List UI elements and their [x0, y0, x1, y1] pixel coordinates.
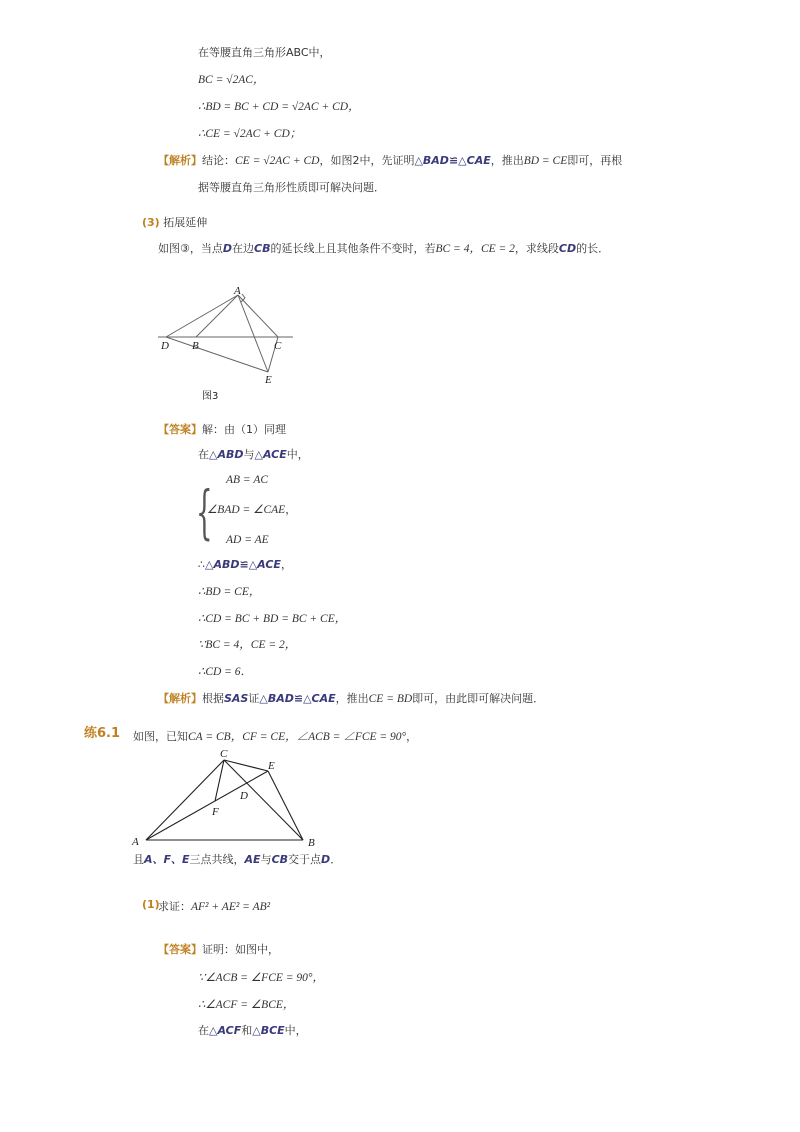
analysis-line: [158, 691, 544, 707]
text: 证: [248, 692, 260, 705]
text-line: [198, 45, 331, 61]
part-title: 拓展延伸: [163, 216, 208, 229]
text: 如图③，当点: [158, 242, 223, 255]
math: AF² + AE² = AB²: [191, 901, 271, 913]
segment-ca: [238, 295, 278, 337]
math-highlight: △BAD≌△CAE: [259, 692, 336, 705]
text: 在: [198, 448, 209, 461]
segment-ae: [146, 771, 268, 840]
segment-eb: [268, 771, 303, 840]
math-highlight: △ACE: [254, 448, 287, 461]
text: 即可，再根: [567, 154, 623, 167]
label-f: F: [212, 806, 219, 818]
math-highlight: △ABD≌△ACE: [205, 558, 281, 571]
math-line: ∴BD = BC + CD = √2AC + CD，: [198, 101, 360, 113]
answer-line: [198, 447, 309, 463]
text: 即可，由此即可解决问题．: [412, 692, 545, 705]
segment-ce: [224, 760, 268, 771]
segment-ae: [238, 295, 268, 372]
text: 交于点: [288, 853, 322, 866]
text: ．: [330, 853, 342, 866]
text-line-content: 在等腰直角三角形ABC中，: [198, 46, 331, 59]
label-d: D: [240, 790, 248, 802]
text: 且: [133, 853, 144, 866]
math: BD = CE: [523, 155, 568, 167]
math-highlight: △BCE: [252, 1024, 285, 1037]
text: 中，: [286, 448, 309, 461]
system-line: AB = AC: [226, 474, 269, 486]
text: 在: [198, 1024, 209, 1037]
math: CE = BD: [368, 693, 413, 705]
answer-line: ∵∠ACB = ∠FCE = 90°，: [198, 972, 324, 984]
system-brace: {: [196, 478, 213, 546]
math-highlight: CD: [558, 242, 577, 255]
part-number: (1): [142, 898, 160, 911]
exercise-number: 练6.1: [84, 726, 121, 741]
segment-cf: [215, 760, 224, 801]
math-highlight: D: [321, 853, 331, 866]
text: ，: [406, 730, 418, 743]
math-highlight: D: [222, 242, 233, 255]
system-line: AD = AE: [226, 534, 269, 546]
math-highlight: A、F、E: [144, 853, 190, 866]
answer-tag: 【答案】: [158, 423, 202, 436]
text: 的长．: [576, 242, 610, 255]
label-e: E: [268, 760, 275, 772]
math-line: BC = √2AC，: [198, 74, 265, 86]
math-highlight: △ACF: [209, 1024, 242, 1037]
answer-line: ∴CD = BC + BD = BC + CE，: [198, 613, 347, 625]
text: 结论：: [202, 154, 235, 167]
math-highlight: CB: [254, 242, 271, 255]
text: ∴: [198, 558, 205, 571]
text: ，推出: [335, 692, 369, 705]
segment-ac: [146, 760, 224, 840]
math-highlight: △ABD: [209, 448, 244, 461]
text: 证明：如图中，: [202, 943, 279, 956]
text: 和: [241, 1024, 253, 1037]
exercise-question: [133, 729, 417, 745]
segment-de: [166, 337, 268, 372]
math: ∠BAD = ∠CAE: [207, 504, 286, 516]
text: ，求线段: [514, 242, 559, 255]
label-c: C: [220, 748, 228, 760]
text: 求证：: [158, 900, 191, 913]
figure-exercise: [128, 745, 328, 853]
answer-line: ∴CD = 6．: [198, 666, 253, 678]
math-highlight: SAS: [224, 692, 249, 705]
answer-line: ∴∠ACF = ∠BCE，: [198, 999, 295, 1011]
question-line: [158, 241, 609, 257]
text: 在边: [232, 242, 255, 255]
text: 的延长线上且其他条件不变时，若: [270, 242, 436, 255]
analysis-line: [158, 153, 622, 169]
answer-line: ∵BC = 4，CE = 2，: [198, 639, 297, 651]
text: 如图，已知: [133, 730, 188, 743]
system-line: [207, 502, 296, 518]
answer-line: [158, 422, 286, 438]
text: 中，: [284, 1024, 307, 1037]
answer-line: ∴BD = CE，: [198, 586, 261, 598]
label-a: A: [234, 285, 241, 297]
answer-line: [198, 1023, 307, 1039]
math: BC = 4，CE = 2: [435, 243, 515, 255]
text: ，: [285, 503, 297, 516]
math-highlight: △BAD≌△CAE: [414, 154, 491, 167]
label-b: B: [308, 837, 315, 849]
label-c: C: [274, 340, 282, 352]
math: CA = CB，CF = CE，∠ACB = ∠FCE = 90°: [188, 731, 407, 743]
analysis-line: 据等腰直角三角形性质即可解决问题．: [198, 181, 385, 194]
answer-line: [158, 942, 279, 958]
math-highlight: AE: [244, 853, 261, 866]
text: 三点共线，: [189, 853, 245, 866]
label-a: A: [132, 836, 139, 848]
label-b: B: [192, 340, 199, 352]
text: ，: [280, 558, 292, 571]
answer-line: [198, 557, 292, 573]
question-line: [158, 899, 270, 915]
analysis-tag: 【解析】: [158, 692, 202, 705]
figure-caption: 图3: [202, 391, 219, 402]
text: 与: [243, 448, 255, 461]
segment-cb: [224, 760, 303, 840]
part-number: (3): [142, 216, 160, 229]
text: 根据: [202, 692, 224, 705]
exercise-condition: [133, 852, 341, 868]
label-d: D: [161, 340, 169, 352]
math: CE = √2AC + CD: [235, 155, 320, 167]
answer-tag: 【答案】: [158, 943, 202, 956]
analysis-tag: 【解析】: [158, 154, 202, 167]
text: 与: [260, 853, 272, 866]
text: ，推出: [490, 154, 524, 167]
text: ，如图2中，先证明: [319, 154, 415, 167]
figure-3: [150, 280, 310, 410]
math-highlight: CB: [271, 853, 289, 866]
label-e: E: [265, 374, 272, 386]
part-heading: [142, 215, 207, 231]
text: 解：由（1）同理: [202, 423, 286, 436]
math-line: ∴CE = √2AC + CD；: [198, 128, 302, 140]
